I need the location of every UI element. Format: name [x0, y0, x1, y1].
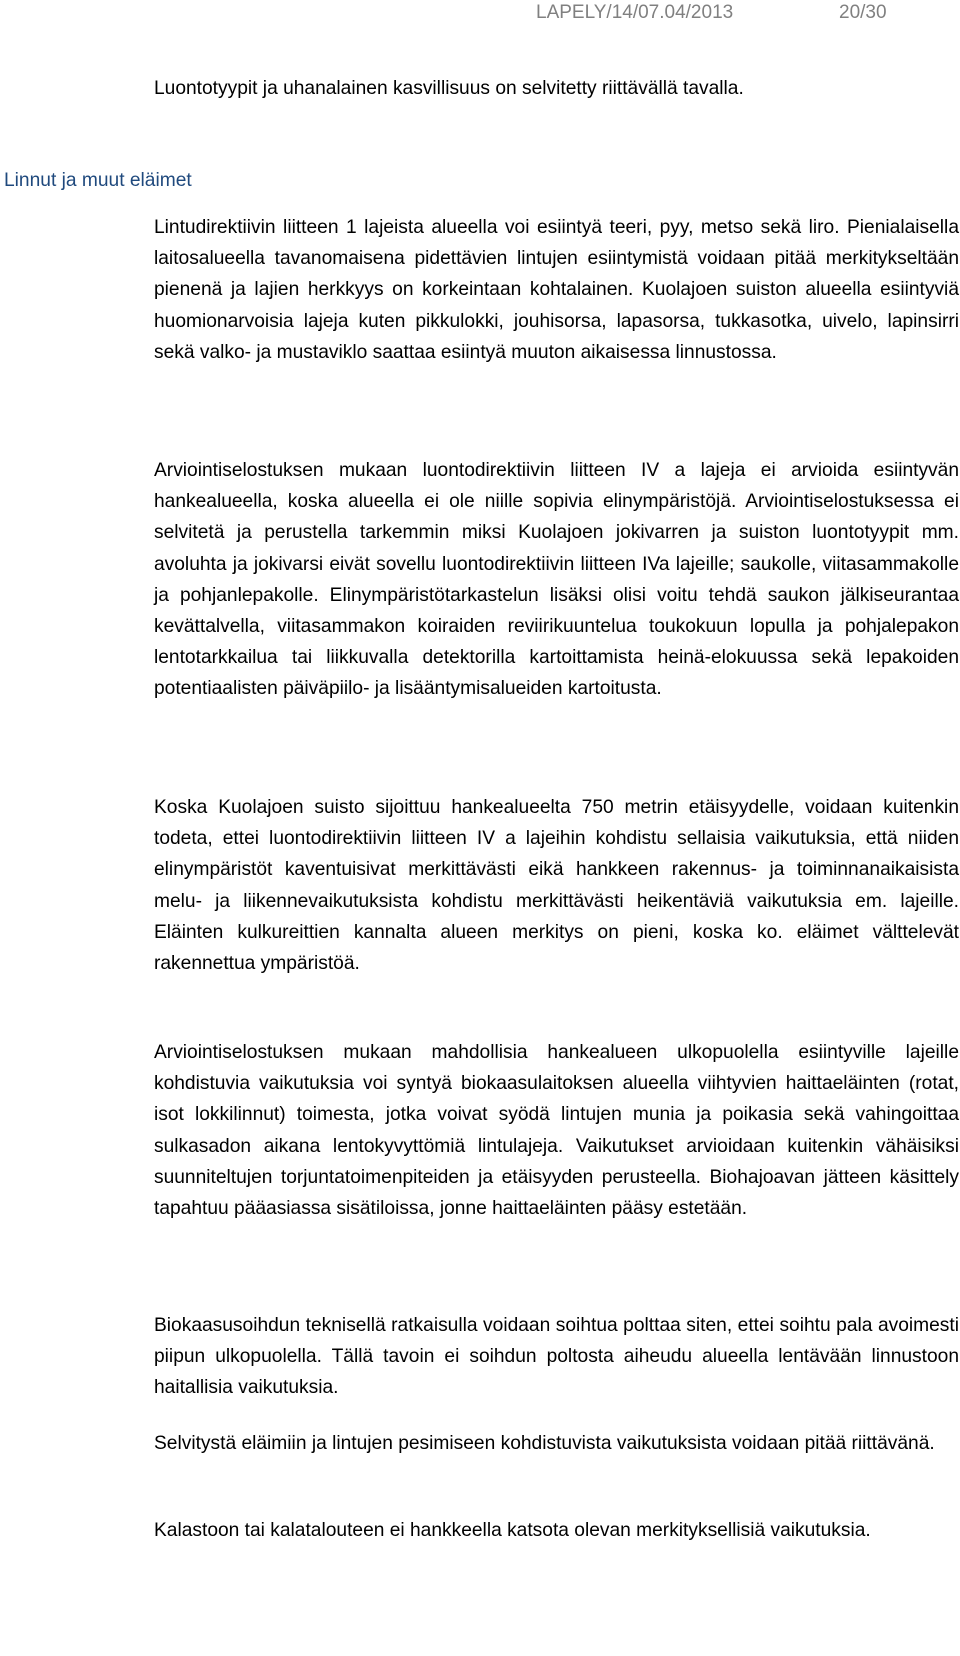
body-paragraph-2: Arviointiselostuksen mukaan luontodirektiivin liitteen IV a lajeja ei arvioida esiintyvän hankealueella, koska alueella ei ole niille sopivia elinympäristöjä. Arviointiselostuksessa ei selvitetä ja perustella tarkemmin miksi Kuolajoen jokivarren ja suiston luontotyypit mm. avoluhta ja jokivarsi eivät sovellu luontodirektiivin liitteen IVa lajeille; saukolle, viitasammakolle ja pohjanlepakolle. Elinympäristötarkastelun lisäksi olisi voitu tehdä saukon jälkiseurantaa kevättalvella, viitasammakon koiraiden reviirikuuntelua toukokuun lopulla ja pohjalepakon lentotarkkailua tai liikkuvalla detektorilla kartoittamista heinä-elokuussa sekä lepakoiden potentiaalisten päiväpiilo- ja lisääntymisalueiden kartoitusta. [154, 460, 959, 700]
page-number: 20/30 [839, 2, 887, 23]
intro-paragraph: Luontotyypit ja uhanalainen kasvillisuus on selvitetty riittävällä tavalla. [154, 78, 744, 99]
body-paragraph-1: Lintudirektiivin liitteen 1 lajeista alueella voi esiintyä teeri, pyy, metso sekä liro. Pienialaisella laitosalueella tavanomaisena pidettävien lintujen esiintymistä voidaan pitää merkitykseltään pienenä ja lajien herkkyys on korkeintaan kohtalainen. Kuolajoen suiston alueella esiintyviä huomionarvoisia lajeja kuten pikkulokki, jouhisorsa, lapasorsa, tukkasotka, uivelo, lapinsirri sekä valko- ja mustaviklo saattaa esiintyä muuton aikaisessa linnustossa. [154, 217, 959, 363]
body-paragraph-5: Biokaasusoihdun teknisellä ratkaisulla voidaan soihtua polttaa siten, ettei soihtu pala avoimesti piipun ulkopuolella. Tällä tavoin ei soihdun poltosta aiheudu alueella lentävään linnustoon haitallisia vaikutuksia. [154, 1315, 959, 1399]
body-paragraph-3: Koska Kuolajoen suisto sijoittuu hankealueelta 750 metrin etäisyydelle, voidaan kuitenkin todeta, ettei luontodirektiivin liitteen IV a lajeihin kohdistu sellaisia vaikutuksia, että niiden elinympäristöt kaventuisivat merkittävästi eikä hankkeen rakennus- ja toiminnanaikaisista melu- ja liikennevaikutuksista kohdistu merkittävästi heikentäviä vaikutuksia em. lajeille. Eläinten kulkureittien kannalta alueen merkitys on pieni, koska ko. eläimet välttelevät rakennettua ympäristöä. [154, 797, 959, 975]
body-paragraph-7: Kalastoon tai kalatalouteen ei hankkeella katsota olevan merkityksellisiä vaikutuksia. [154, 1520, 871, 1541]
body-paragraph-6: Selvitystä eläimiin ja lintujen pesimiseen kohdistuvista vaikutuksista voidaan pitää riittävänä. [154, 1433, 935, 1454]
page-header [0, 0, 960, 28]
document-reference: LAPELY/14/07.04/2013 [536, 2, 734, 23]
body-paragraph-4: Arviointiselostuksen mukaan mahdollisia hankealueen ulkopuolella esiintyville lajeille kohdistuvia vaikutuksia voi syntyä biokaasulaitoksen alueella viihtyvien haittaeläinten (rotat, isot lokkilinnut) toimesta, jotka voivat syödä lintujen munia ja poikasia sekä vahingoittaa sulkasadon aikana lentokyvyttömiä lintulajeja. Vaikutukset arvioidaan kuitenkin vähäisiksi suunniteltujen torjuntatoimenpiteiden ja etäisyyden perusteella. Biohajoavan jätteen käsittely tapahtuu pääasiassa sisätiloissa, jonne haittaeläinten pääsy estetään. [154, 1042, 959, 1220]
section-heading: Linnut ja muut eläimet [4, 170, 192, 191]
